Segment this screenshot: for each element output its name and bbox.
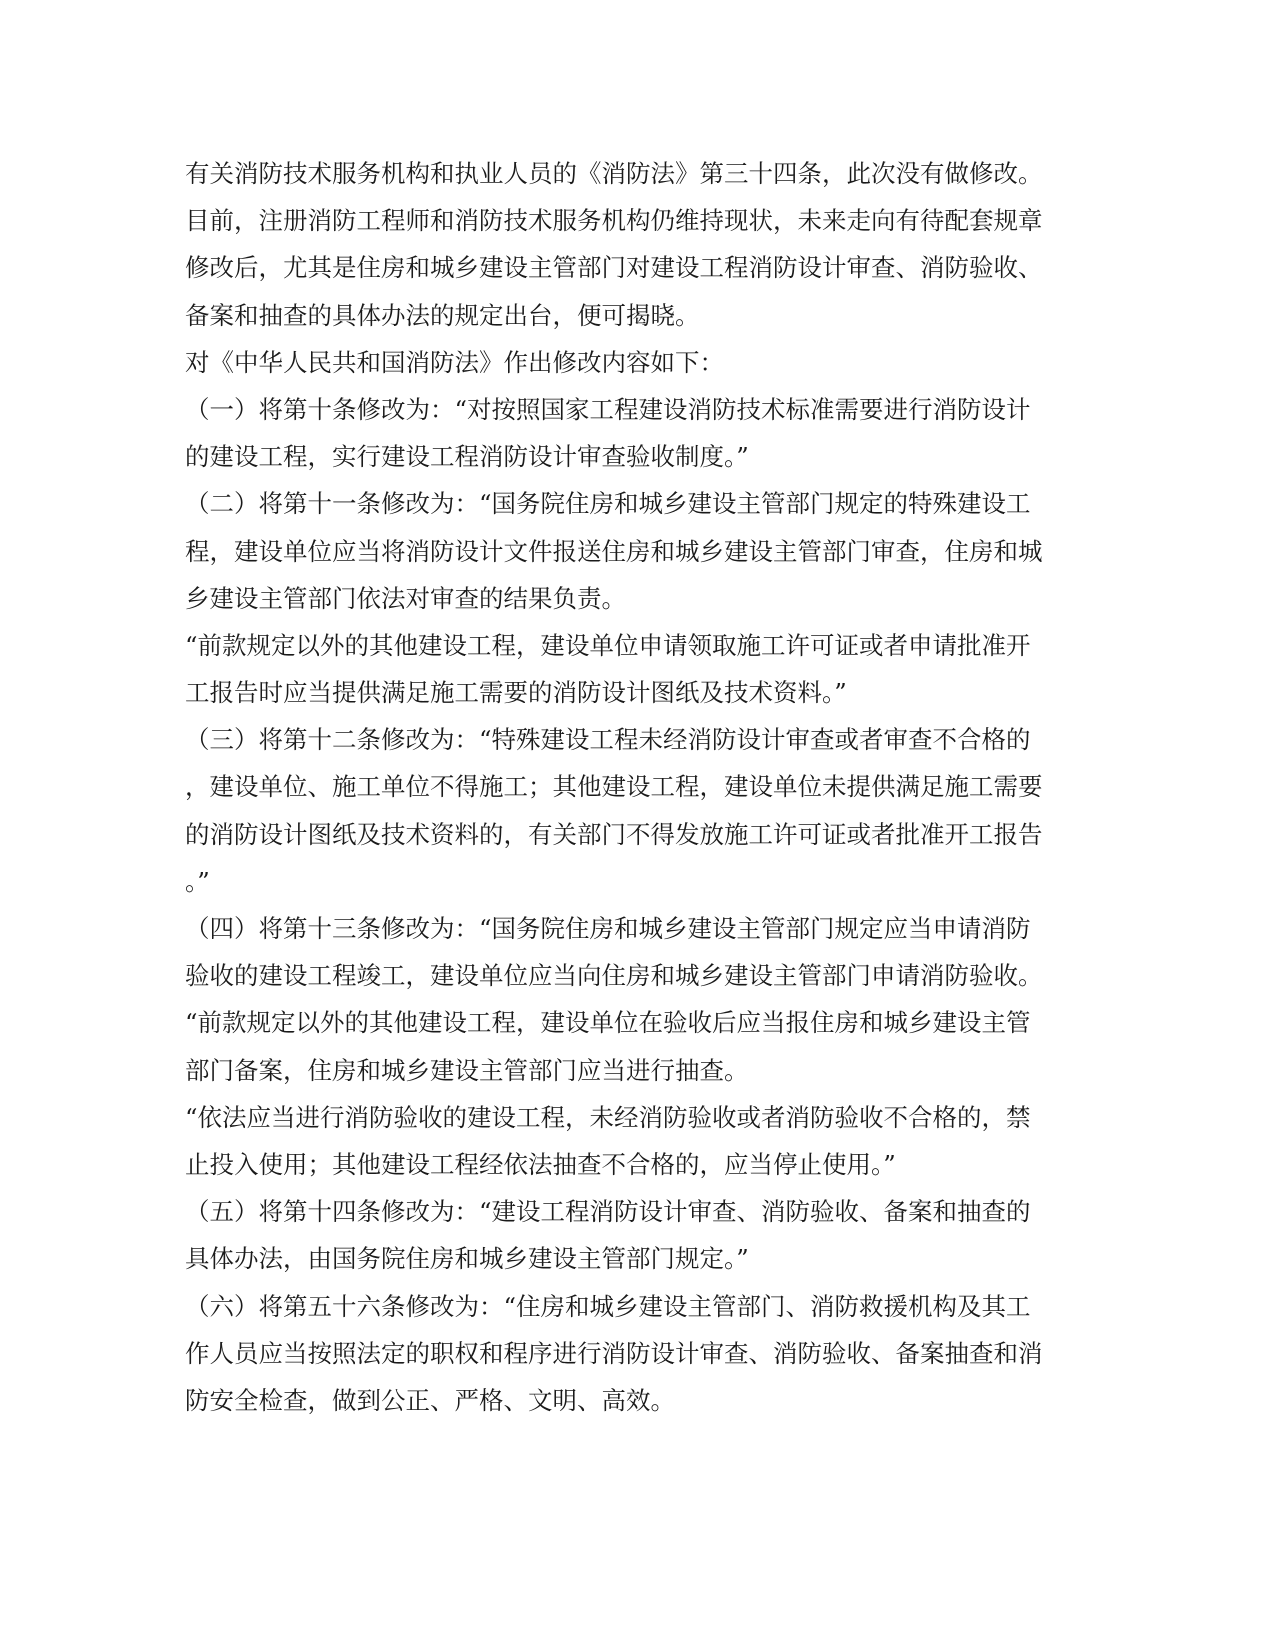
text-line: 验收的建设工程竣工，建设单位应当向住房和城乡建设主管部门申请消防验收。 (185, 961, 1043, 991)
text-line: “前款规定以外的其他建设工程，建设单位申请领取施工许可证或者申请批准开 (185, 630, 1031, 660)
text-line: （四）将第十三条修改为：“国务院住房和城乡建设主管部门规定应当申请消防 (185, 914, 1031, 943)
text-line: 备案和抽查的具体办法的规定出台，便可揭晓。 (185, 300, 700, 330)
text-line: 防安全检查，做到公正、严格、文明、高效。 (185, 1385, 675, 1415)
text-line: 程，建设单位应当将消防设计文件报送住房和城乡建设主管部门审查，住房和城 (185, 536, 1043, 566)
text-line: （二）将第十一条修改为：“国务院住房和城乡建设主管部门规定的特殊建设工 (185, 489, 1031, 519)
text-line: 修改后，尤其是住房和城乡建设主管部门对建设工程消防设计审查、消防验收、 (185, 253, 1043, 283)
text-line: 的建设工程，实行建设工程消防设计审查验收制度。” (185, 442, 749, 472)
text-line: （六）将第五十六条修改为：“住房和城乡建设主管部门、消防救援机构及其工 (185, 1291, 1031, 1321)
text-line: 部门备案，住房和城乡建设主管部门应当进行抽查。 (185, 1055, 749, 1085)
text-line: （一）将第十条修改为：“对按照国家工程建设消防技术标准需要进行消防设计 (185, 394, 1031, 424)
text-line: 作人员应当按照法定的职权和程序进行消防设计审查、消防验收、备案抽查和消 (185, 1338, 1043, 1368)
text-line: 对《中华人民共和国消防法》作出修改内容如下： (185, 347, 724, 377)
text-line: ，建设单位、施工单位不得施工；其他建设工程，建设单位未提供满足施工需要 (185, 772, 1043, 802)
text-line: “依法应当进行消防验收的建设工程，未经消防验收或者消防验收不合格的，禁 (185, 1102, 1031, 1132)
text-line: （五）将第十四条修改为：“建设工程消防设计审查、消防验收、备案和抽查的 (185, 1197, 1031, 1227)
text-line: 乡建设主管部门依法对审查的结果负责。 (185, 583, 626, 613)
text-line: 的消防设计图纸及技术资料的，有关部门不得发放施工许可证或者批准开工报告 (185, 819, 1043, 849)
text-line: “前款规定以外的其他建设工程，建设单位在验收后应当报住房和城乡建设主管 (185, 1008, 1031, 1038)
text-line: 止投入使用；其他建设工程经依法抽查不合格的，应当停止使用。” (185, 1149, 896, 1179)
text-line: 有关消防技术服务机构和执业人员的《消防法》第三十四条，此次没有做修改。 (185, 159, 1043, 188)
document-body (185, 150, 1043, 1424)
text-line: 。” (185, 866, 210, 896)
text-line: （三）将第十二条修改为：“特殊建设工程未经消防设计审查或者审查不合格的 (185, 725, 1031, 755)
text-line: 工报告时应当提供满足施工需要的消防设计图纸及技术资料。” (185, 678, 847, 708)
text-line: 目前，注册消防工程师和消防技术服务机构仍维持现状，未来走向有待配套规章 (185, 206, 1043, 236)
text-line: 具体办法，由国务院住房和城乡建设主管部门规定。” (185, 1244, 749, 1274)
